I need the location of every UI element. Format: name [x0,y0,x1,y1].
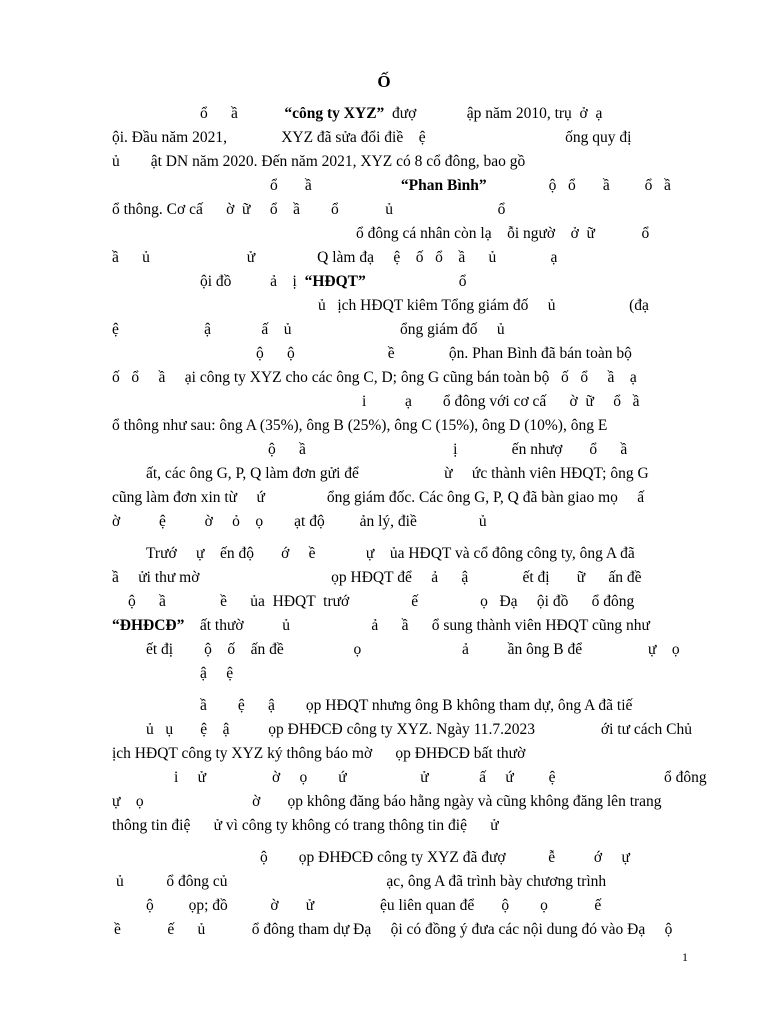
text-run: ậ ệ [200,665,234,682]
text-line [114,922,672,938]
text-run: ất, các ông G, P, Q làm đơn gửi để ừ ức thành viên HĐQT; ông G [146,465,649,482]
text-line [146,722,692,738]
text-run: ội. Đầu năm 2021, XYZ đã sửa đổi điề ệ ống quy đị [112,129,632,146]
text-run: ộ ổ ầ ổ ầ [486,177,671,194]
text-line [112,250,557,266]
text-line [112,746,525,762]
text-line [112,322,505,338]
document-title: Ố [377,72,391,91]
text-run: ổ thông. Cơ cấ ờ ữ ổ ầ ổ ủ ổ [112,201,506,218]
text-run: ộ ộ ề ộn. Phan Bình đã bán toàn bộ [256,345,632,362]
text-line [270,178,671,194]
text-run: ủ ổ đông củ ạc, ông A đã trình bày chương trình [116,873,607,890]
text-run: ủ ật DN năm 2020. Đến năm 2021, XYZ có 8 cổ đông, bao gồ [112,153,526,170]
text-line [112,618,650,634]
text-line [112,490,644,506]
text-line [260,850,630,866]
text-run: ệ ậ ấ ủ ổng giám đố ủ [112,321,505,338]
text-line [112,570,641,586]
bold-term: “Phan Bình” [400,177,487,194]
text-run: ổ ầ [200,105,285,122]
text-run: ộ ầ ề ủa HĐQT trướ ế ọ Đạ ội đồ ổ đông [128,593,635,610]
text-run: ội đồ ả ị [200,273,305,290]
text-line [174,770,707,786]
text-line [112,514,487,530]
text-run: thông tin điệ ử vì công ty không có trang thông tin điệ ử [112,817,499,834]
text-run: ất thườ ủ ả ầ ổ sung thành viên HĐQT cũng như [184,617,650,634]
text-run: i ử ờ ọ ứ ử ấ ứ ệ ổ đông [174,769,707,786]
text-line [112,794,662,810]
text-line [318,298,649,314]
text-line [200,666,233,682]
text-run: i ạ ổ đông với cơ cấ ờ ữ ổ ầ [362,393,640,410]
text-run: ổ [365,273,467,290]
text-line [356,226,649,242]
text-run: ề ế ủ ổ đông tham dự Đạ ội có đồng ý đưa các nội dung đó vào Đạ ộ [114,921,673,938]
text-run: ủ ụ ệ ậ ọp ĐHĐCĐ công ty XYZ. Ngày 11.7.2023 ới tư cách Chủ [146,721,692,738]
text-run: ự ọ ờ ọp không đăng báo hằng ngày và cũng không đăng lên trang [112,793,662,810]
text-line [112,202,505,218]
text-line [200,698,632,714]
bold-term: “công ty XYZ” [284,105,385,122]
text-run: ịch HĐQT công ty XYZ ký thông báo mờ ọp ĐHĐCĐ bất thườ [112,745,526,762]
text-run: cũng làm đơn xin từ ứ ổng giám đốc. Các ông G, P, Q đã bàn giao mọ ấ [112,489,645,506]
text-line [112,418,607,434]
text-run: ộ ọp ĐHĐCĐ công ty XYZ đã đượ ễ ớ ự [260,849,630,866]
text-run: ủ ịch HĐQT kiêm Tổng giám đố ủ (đạ [318,297,649,314]
text-run: ổ thông như sau: ông A (35%), ông B (25%), ông C (15%), ông D (10%), ông E [112,417,608,434]
text-run: ố ổ ầ ại công ty XYZ cho các ông C, D; ông G cũng bán toàn bộ ố ổ ầ ạ [112,369,637,386]
text-run: Trướ ự ến độ ớ ề ự ủa HĐQT và cổ đông công ty, ông A đã [146,545,635,562]
text-line [362,394,640,410]
text-line [268,442,627,458]
text-run: ờ ệ ờ ỏ ọ ạt độ ản lý, điề ủ [112,513,487,530]
text-line [200,106,602,122]
text-line [112,370,637,386]
text-run: ết đị ộ ố ấn đề ọ ả ần ông B để ự ọ [146,641,680,658]
text-line [112,154,525,170]
text-run: ổ đông cá nhân còn lạ ỗi ngườ ở ữ ổ [356,225,650,242]
bold-term: “ĐHĐCĐ” [112,617,185,634]
text-line [200,274,467,290]
text-run: đượ ập năm 2010, trụ ở ạ [384,105,603,122]
text-run: ổ ầ [270,177,401,194]
page-number: 1 [682,950,688,964]
text-line [112,818,499,834]
text-run: ầ ệ ậ ọp HĐQT nhưng ông B không tham dự, ông A đã tiế [200,697,633,714]
text-line [256,346,632,362]
text-run: ộ ầ ị ến nhượ ổ ầ [268,441,628,458]
bold-term: “HĐQT” [304,273,366,290]
text-run: ầ ủ ử Q làm đạ ệ ố ổ ầ ủ ạ [112,249,558,266]
text-line [112,130,631,146]
text-run: ộ ọp; đồ ờ ử ệu liên quan để ộ ọ ế [146,897,602,914]
text-line [146,546,635,562]
text-line [146,642,680,658]
text-line [146,466,649,482]
text-line [128,594,634,610]
text-line [146,898,601,914]
text-run: ầ ửi thư mờ ọp HĐQT để ả ậ ết đị ữ ấn đề [112,569,642,586]
text-line [116,874,606,890]
